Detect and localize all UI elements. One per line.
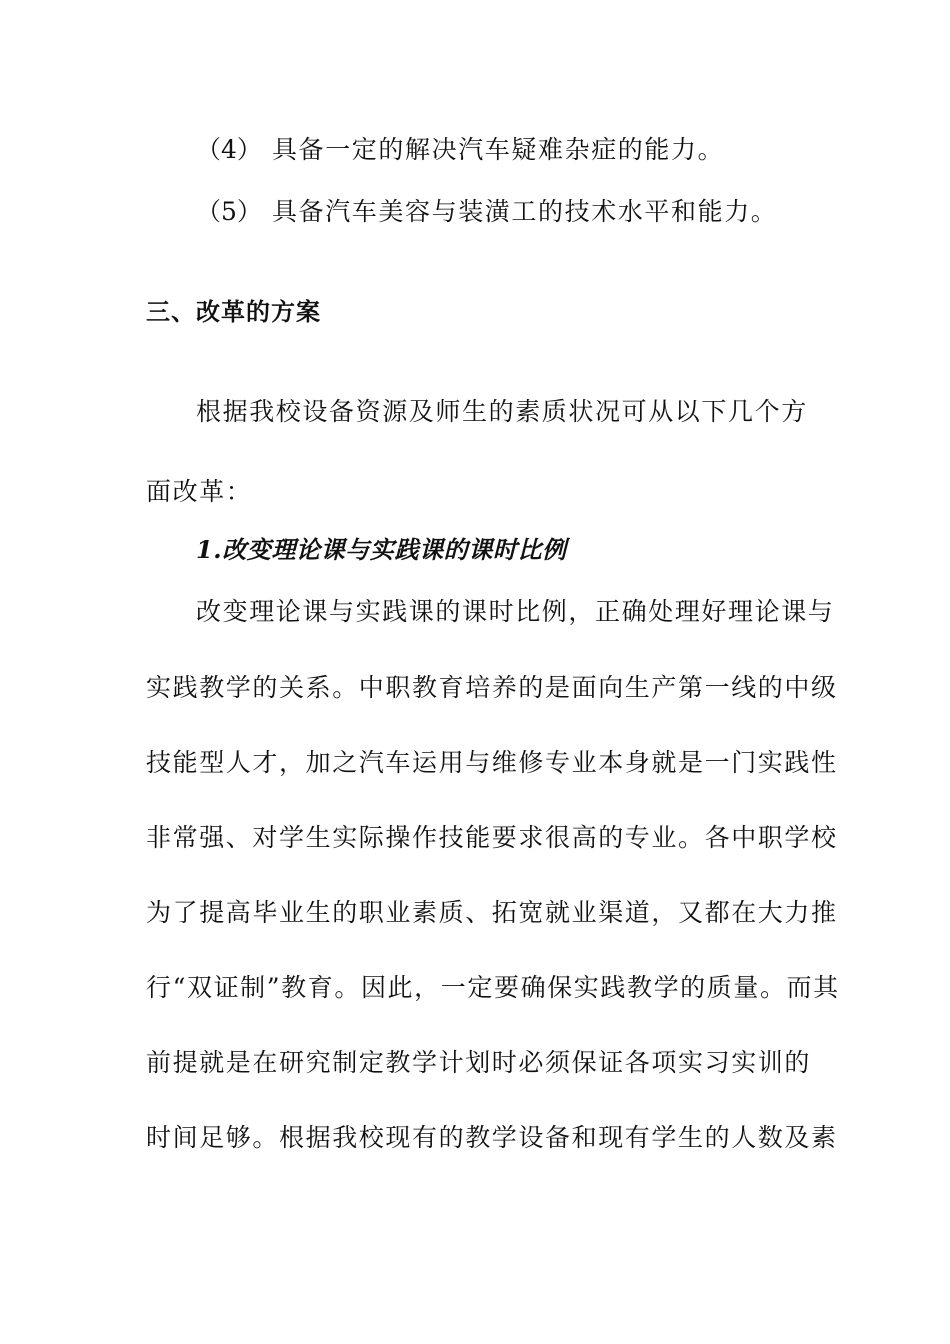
paragraph-line: 行“双证制”教育。因此，一定要确保实践教学的质量。而其 — [146, 973, 840, 1002]
list-item-number: （5） — [196, 197, 262, 226]
subsection-heading: 1.改变理论课与实践课的课时比例 — [196, 535, 567, 564]
paragraph-line: 根据我校设备资源及师生的素质状况可从以下几个方 — [196, 397, 808, 426]
list-item-text: 具备汽车美容与装潢工的技术水平和能力。 — [272, 197, 778, 226]
paragraph-line: 实践教学的关系。中职教育培养的是面向生产第一线的中级 — [146, 673, 838, 702]
paragraph-line: 面改革： — [146, 477, 253, 506]
list-item — [0, 196, 950, 228]
paragraph-line: 技能型人才，加之汽车运用与维修专业本身就是一门实践性 — [146, 748, 838, 777]
section-heading: 三、改革的方案 — [146, 298, 321, 326]
list-item-number: （4） — [196, 135, 262, 164]
paragraph-line: 前提就是在研究制定教学计划时必须保证各项实习实训的 — [146, 1048, 812, 1077]
list-item-text: 具备一定的解决汽车疑难杂症的能力。 — [272, 135, 725, 164]
paragraph-line: 非常强、对学生实际操作技能要求很高的专业。各中职学校 — [146, 823, 838, 852]
paragraph-line: 为了提高毕业生的职业素质、拓宽就业渠道，又都在大力推 — [146, 898, 838, 927]
paragraph-line: 时间足够。根据我校现有的教学设备和现有学生的人数及素 — [146, 1123, 838, 1152]
list-item — [0, 134, 950, 166]
paragraph-line: 改变理论课与实践课的课时比例，正确处理好理论课与 — [196, 597, 835, 626]
